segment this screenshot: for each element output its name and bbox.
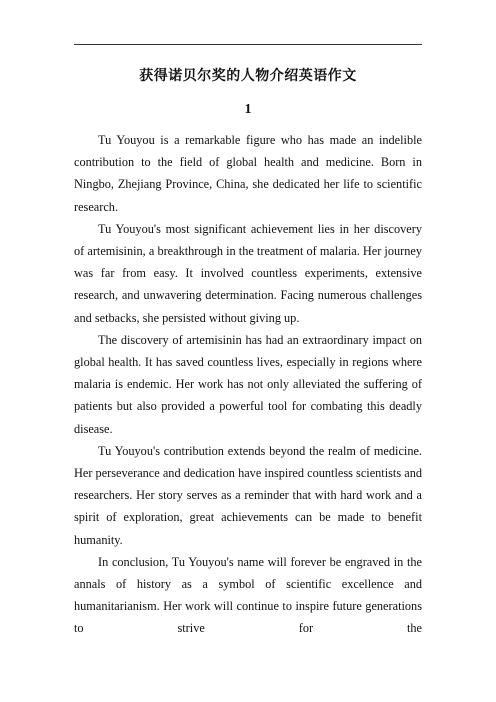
paragraph-2: Tu Youyou's most significant achievement lies in her discovery of artemisinin, a breakthrough in the treatment of malaria. Her journey was far from easy. It involved countless experiments, extensive research, and unwavering determination. Facing numerous challenges and setbacks, she persisted without giving up. — [74, 221, 422, 325]
essay-body — [74, 129, 422, 640]
section-number: 1 — [244, 102, 252, 117]
header-rule — [74, 44, 422, 45]
paragraph-4: Tu Youyou's contribution extends beyond the realm of medicine. Her perseverance and dedication have inspired countless scientists and researchers. Her story serves as a reminder that with hard work and a spirit of exploration, great achievements can be made to benefit humanity. — [74, 443, 422, 547]
document-title: 获得诺贝尔奖的人物介绍英语作文 — [139, 68, 357, 84]
paragraph-1: Tu Youyou is a remarkable figure who has made an indelible contribution to the field of global health and medicine. Born in Ningbo, Zhejiang Province, China, she dedicated her life to scientific research. — [74, 133, 422, 214]
paragraph-5: In conclusion, Tu Youyou's name will forever be engraved in the annals of history as a symbol of scientific excellence and humanitarianism. Her work will continue to inspire future generations to strive for the — [74, 554, 422, 636]
paragraph-3: The discovery of artemisinin has had an extraordinary impact on global health. It has saved countless lives, especially in regions where malaria is endemic. Her work has not only alleviated the suffering of patients but also provided a powerful tool for combating this deadly disease. — [74, 332, 422, 436]
